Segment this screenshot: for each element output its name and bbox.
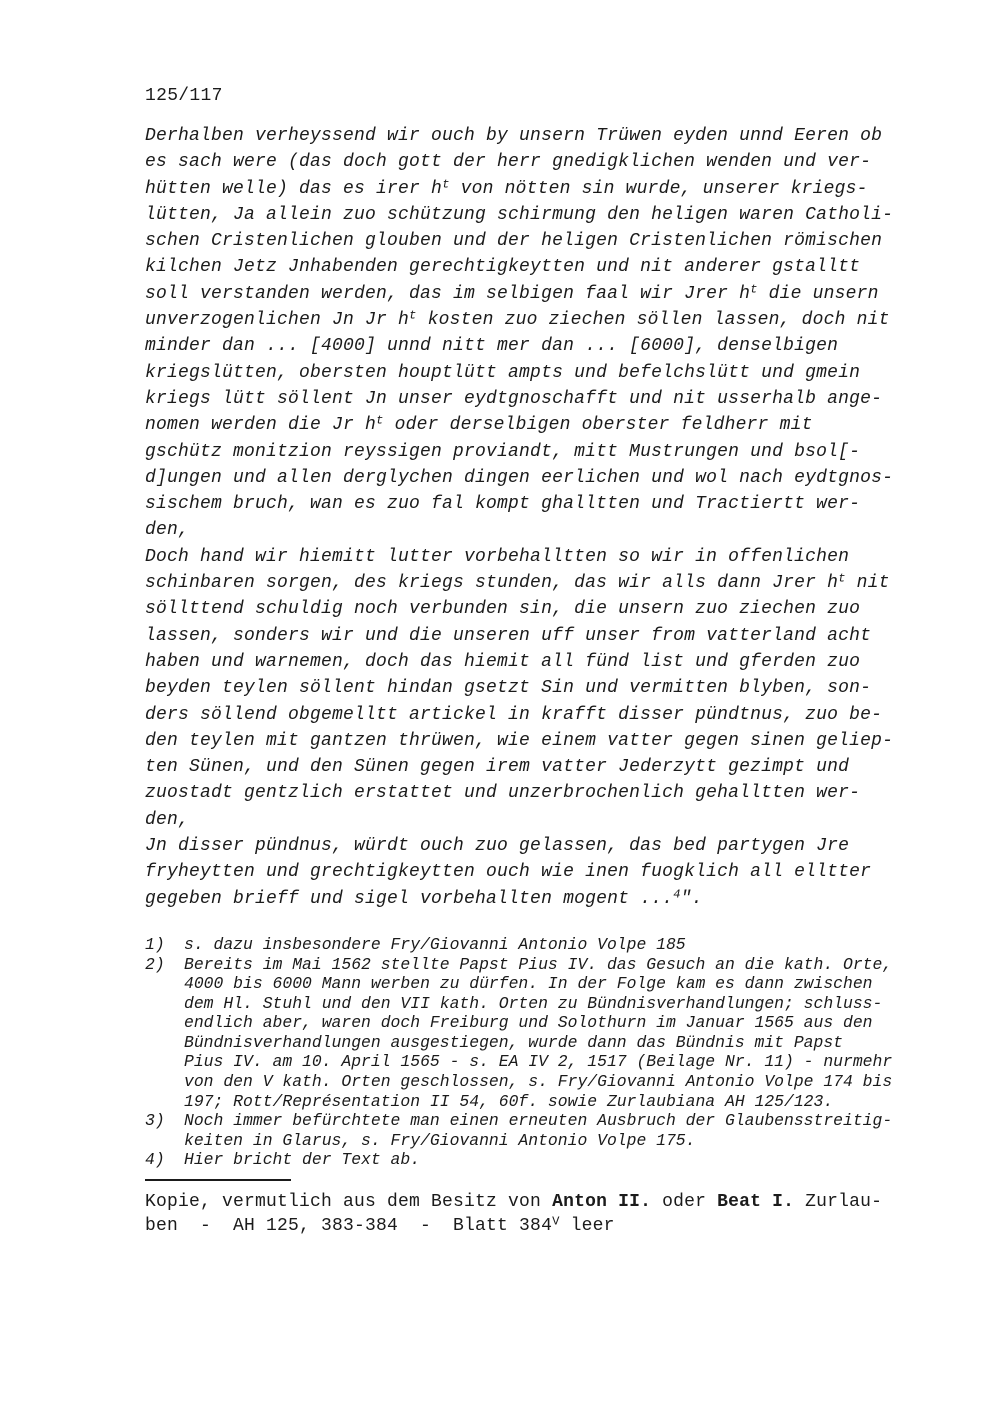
text-line: haben und warnemen, doch das hiemit all fünd list und gferden zuo bbox=[145, 651, 861, 672]
text-line: Bündnisverhandlungen ausgestiegen, wurde dann das Bündnis mit Papst bbox=[184, 1032, 844, 1052]
text-line: keiten in Glarus, s. Fry/Giovanni Antonio Volpe 175. bbox=[184, 1130, 696, 1150]
text-line: lassen, sonders wir und die unseren uff unser from vatterland acht bbox=[145, 625, 872, 646]
text-line: den teylen mit gantzen thrüwen, wie einem vatter gegen sinen geliep- bbox=[145, 730, 894, 751]
text-line: d]ungen und allen derglychen dingen eerlichen und wol nach eydtgnos- bbox=[145, 467, 894, 488]
text-line: kriegs lütt söllent Jn unser eydtgnoschafft und nit usserhalb ange- bbox=[145, 388, 883, 409]
text-line: nomen werden die Jr $h^t$ oder derselbigen oberster feldherr mit bbox=[145, 413, 813, 436]
text-line: soll verstanden werden, das im selbigen faal wir Jrer $h^t$ die unsern bbox=[145, 282, 879, 304]
text-line: lütten, Ja allein zuo schützung schirmung den heligen waren Catholi- bbox=[145, 204, 894, 225]
footnotes-section bbox=[145, 935, 940, 1170]
text-line: von den V kath. Orten geschlossen, s. Fry/Giovanni Antonio Volpe 174 bis bbox=[184, 1072, 893, 1092]
colophon bbox=[145, 1191, 940, 1238]
footnote-text bbox=[184, 935, 686, 955]
paragraph bbox=[145, 123, 940, 544]
text-line: Jn disser pündnus, würdt ouch zuo gelassen, das bed partygen Jre bbox=[145, 836, 850, 857]
paragraph bbox=[145, 544, 940, 833]
footnote-text bbox=[184, 1150, 420, 1170]
text-line: ders söllend obgemelltt artickel in krafft disser pündtnus, zuo be- bbox=[145, 704, 883, 725]
footnote-item bbox=[145, 1111, 940, 1150]
text-line: 197; Rott/Représentation II 54, 60f. sowie Zurlaubiana AH 125/123. bbox=[184, 1091, 834, 1111]
text-line: minder dan ... [4000] unnd nitt mer dan ... [6000], denselbigen bbox=[145, 336, 839, 357]
footnote-item bbox=[145, 1150, 940, 1170]
text-line: unverzogenlichen Jn Jr $h^t$ kosten zuo ziechen söllen lassen, doch nit bbox=[145, 308, 890, 331]
text-line: schinbaren sorgen, des kriegs stunden, das wir alls dann Jrer $h^t$ nit bbox=[145, 571, 890, 594]
text-line: beyden teylen söllent hindan gsetzt Sin und vermitten blyben, son- bbox=[145, 678, 872, 699]
text-line: es sach were (das doch gott der herr gnedigklichen wenden und ver- bbox=[145, 152, 872, 173]
footnote-text bbox=[184, 1111, 892, 1150]
text-line: kilchen Jetz Jnhabenden gerechtigkeytten und nit anderer gstalltt bbox=[145, 257, 861, 278]
text-line: s. dazu insbesondere Fry/Giovanni Antonio Volpe 185 bbox=[184, 934, 686, 954]
page-number: 125/117 bbox=[145, 86, 223, 106]
text-line: den, bbox=[145, 520, 190, 541]
footnote-separator bbox=[145, 1179, 291, 1181]
text-line: Noch immer befürchtete man einen erneuten Ausbruch der Glaubensstreitig- bbox=[184, 1111, 893, 1131]
text-line: endlich aber, waren doch Freiburg und Solothurn im Januar 1565 aus den bbox=[184, 1013, 873, 1033]
footnote-marker: 1) bbox=[145, 934, 165, 954]
text-line: gegeben brieff und sigel vorbehallten mogent ...$^4$". bbox=[145, 887, 703, 909]
text-line: gschütz monitzion reyssigen proviandt, mitt Mustrungen und bsol[- bbox=[145, 441, 861, 462]
text-line: schen Cristenlichen glouben und der heligen Cristenlichen römischen bbox=[145, 231, 883, 252]
footnote-marker: 3) bbox=[145, 1111, 165, 1131]
text-line: Doch hand wir hiemitt lutter vorbehalltten so wir in offenlichen bbox=[145, 546, 850, 567]
text-line: Bereits im Mai 1562 stellte Papst Pius IV. das Gesuch an die kath. Orte, bbox=[184, 954, 893, 974]
text-line: kriegslütten, obersten houptlütt ampts und befelchslütt und gmein bbox=[145, 362, 861, 383]
text-line: ben - AH 125, 383-384 - Blatt $384^V$ leer bbox=[145, 1214, 615, 1236]
text-line: söllttend schuldig noch verbunden sin, die unsern zuo ziechen zuo bbox=[145, 599, 861, 620]
paragraph bbox=[145, 833, 940, 912]
text-line: Hier bricht der Text ab. bbox=[184, 1150, 421, 1170]
footnote-item bbox=[145, 955, 940, 1112]
footnote-item bbox=[145, 935, 940, 955]
text-line: fryheytten und grechtigkeytten ouch wie inen fuogklich all elltter bbox=[145, 862, 872, 883]
text-line: zuostadt gentzlich erstattet und unzerbrochenlich gehalltten wer- bbox=[145, 783, 861, 804]
text-line: Kopie, vermutlich aus dem Besitz von Anton II. oder Beat I. Zurlau- bbox=[145, 1192, 883, 1213]
text-line: Derhalben verheyssend wir ouch by unsern Trüwen eyden unnd Eeren ob bbox=[145, 126, 883, 146]
text-line: Pius IV. am 10. April 1565 - s. EA IV 2, 1517 (Beilage Nr. 11) - nurmehr bbox=[184, 1052, 893, 1072]
text-line: den, bbox=[145, 809, 190, 830]
text-line: sischem bruch, wan es zuo fal kompt ghalltten und Tractiertt wer- bbox=[145, 494, 861, 515]
footnote-marker: 4) bbox=[145, 1150, 165, 1170]
footnote-marker: 2) bbox=[145, 954, 165, 974]
text-line: hütten welle) das es irer $h^t$ von nötten sin wurde, unserer kriegs- bbox=[145, 177, 868, 199]
text-line: ten Sünen, und den Sünen gegen irem vatter Jederzytt gezimpt und bbox=[145, 757, 850, 778]
footnote-text bbox=[184, 955, 892, 1112]
text-line: dem Hl. Stuhl und den VII kath. Orten zu Bündnisverhandlungen; schluss- bbox=[184, 993, 883, 1013]
main-text bbox=[145, 123, 940, 912]
text-line: 4000 bis 6000 Mann werben zu dürfen. In der Folge kam es dann zwischen bbox=[184, 974, 873, 994]
